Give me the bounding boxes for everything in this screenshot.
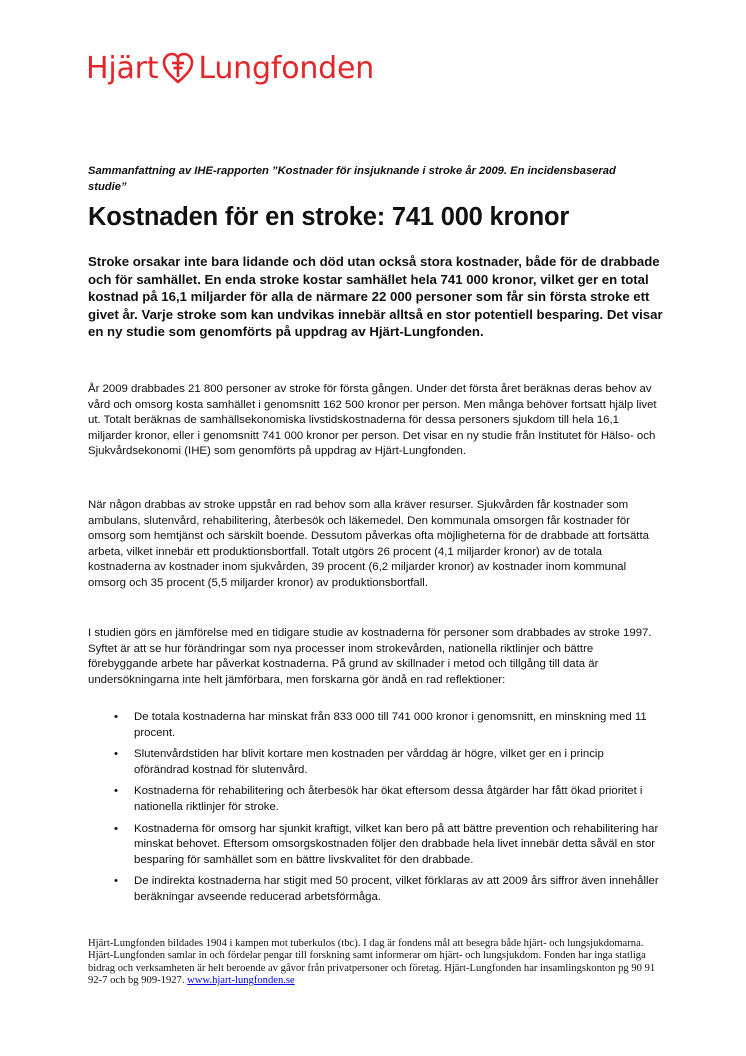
website-link[interactable]: www.hjart-lungfonden.se — [187, 975, 295, 987]
logo-text-right: Lungfonden — [198, 50, 375, 86]
list-item — [88, 874, 660, 905]
logo — [86, 48, 374, 88]
footer-note — [88, 938, 660, 988]
bullet-icon: • — [114, 875, 118, 888]
list-item-text: De indirekta kostnaderna har stigit med 50 procent, vilket förklaras av att 2009 års siffror även innehåller beräkningar avseende reducerad arbetsförmåga. — [134, 875, 659, 903]
footer-text: Hjärt-Lungfonden bildades 1904 i kampen mot tuberkulos (tbc). I dag är fondens mål att besegra både hjärt- och lungsjukdomarna. Hjärt-Lungfonden samlar in och fördelar pengar till forskning samt informerar om hjärt- och lungsjukdom. Fonden har inga statliga bidrag och verksamheten är helt beroende av gåvor från privatpersoner och företag. Hjärt-Lungfonden har insamlingskonton pg 90 91 92-7 och bg 909-1927. — [88, 938, 656, 987]
list-item — [88, 747, 660, 778]
list-item — [88, 784, 660, 815]
heart-cross-icon — [161, 51, 195, 85]
lead-paragraph: Stroke orsakar inte bara lidande och död utan också stora kostnader, både för de drabbade och för samhället. En enda stroke kostar samhället hela 741 000 kronor, vilket ger en total kostnad på 16,1 miljarder för alla de närmare 22 000 personer som får sin första stroke ett givet år. Varje stroke som kan undvikas innebär alltså en stor potentiell besparing. Det visar en ny studie som genomförts på uppdrag av Hjärt-Lungfonden. — [88, 254, 663, 339]
body-paragraph: År 2009 drabbades 21 800 personer av stroke för första gången. Under det första året beräknas deras behov av vård och omsorg kosta samhället i genomsnitt 162 500 kronor per person. Men många behöver fortsatt hjälp livet ut. Totalt beräknas de samhällsekonomiska livstidskostnaderna för dessa personers sjukdom till hela 16,1 miljarder kronor, eller i genomsnitt 741 000 kronor per person. Det visar en ny studie från Institutet för Hälso- och Sjukvårdsekonomi (IHE) som genomförts på uppdrag av Hjärt-Lungfonden. — [88, 383, 657, 458]
list-item-text: Slutenvårdstiden har blivit kortare men kostnaden per vårddag är högre, vilket ger en i princip oförändrad kostnad för slutenvård. — [134, 748, 604, 776]
list-item-text: De totala kostnaderna har minskat från 833 000 till 741 000 kronor i genomsnitt, en minskning med 11 procent. — [134, 711, 647, 739]
list-item-text: Kostnaderna för omsorg har sjunkit kraftigt, vilket kan bero på att bättre prevention och rehabilitering har minskat behovet. Eftersom omsorgskostnaden följer den drabbade hela livet innebär detta såväl en stor besparing för samhället som en bättre livskvalitet för den drabbade. — [134, 822, 659, 866]
reflection-list — [88, 710, 660, 912]
bullet-icon: • — [114, 785, 118, 798]
bullet-icon: • — [114, 822, 118, 835]
list-item-text: Kostnaderna för rehabilitering och återbesök har ökat eftersom dessa åtgärder har fått ökad prioritet i nationella riktlinjer för stroke. — [134, 785, 643, 813]
bullet-icon: • — [114, 711, 118, 723]
bullet-icon: • — [114, 748, 118, 761]
body-paragraph: I studien görs en jämförelse med en tidigare studie av kostnaderna för personer som drabbades av stroke 1997. Syftet är att se hur förändringar som nya processer inom strokevården, nationella riktlinjer och bättre förebyggande arbete har påverkat kostnaderna. På grund av skillnader i metod och tillgång till data är undersökningarna inte helt jämförbara, men forskarna gör ändå en rad reflektioner: — [88, 627, 652, 686]
list-item — [88, 822, 660, 869]
body-paragraph: När någon drabbas av stroke uppstår en rad behov som alla kräver resurser. Sjukvården får kostnader som ambulans, slutenvård, rehabilitering, återbesök och läkemedel. Den kommunala omsorgen får kostnader för omsorg som hemtjänst och särskilt boende. Dessutom påverkas ofta möjligheterna för de drabbade att fortsätta arbeta, vilket innebär ett produktionsbortfall. Totalt utgörs 26 procent (4,1 miljarder kronor) av de totala kostnaderna av kostnader inom sjukvården, 39 procent (6,2 miljarder kronor) av kostnader inom kommunal omsorg och 35 procent (5,5 miljarder kronor) av produktionsbortfall. — [88, 499, 649, 589]
page-title: Kostnaden för en stroke: 741 000 kronor — [88, 203, 570, 231]
list-item — [88, 710, 660, 741]
report-subtitle: Sammanfattning av IHE-rapporten ”Kostnader för insjuknande i stroke år 2009. En incidensbaserad studie” — [88, 165, 616, 193]
logo-text-left: Hjärt — [86, 50, 159, 86]
